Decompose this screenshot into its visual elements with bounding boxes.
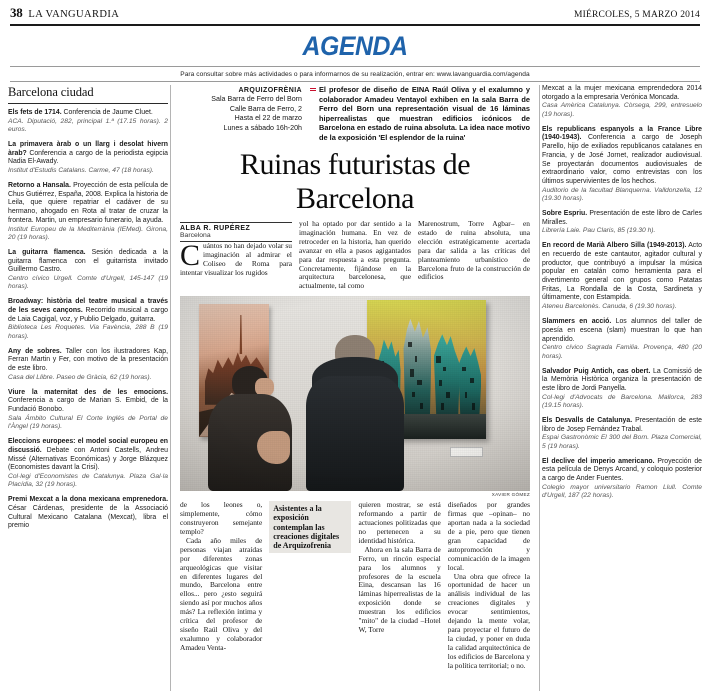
listings-heading-rule [8,103,168,104]
listing-title: La primavera àrab o un llarg i desolat hivern àrab? [8,141,168,157]
listing-text: Any de sobres. Taller con los ilustradores Kap, Ferran Martin y Fer, con motivo de la presentación de este libro. [8,347,169,373]
listing-text: Premi Mexcat a la dona mexicana emprenedora. César Cárdenas, presidente de la Associació Cultural Mexicano Catalana (Mexcat), libra el premio [8,496,168,530]
article-photo-block [180,296,530,497]
listing-entry [542,242,702,311]
article-column-1-lower [180,501,262,670]
listing-text: Viure la maternitat des de les emocions. Conferencia a cargo de Marian S. Embid, de la Fundació Bonobo. [8,388,168,414]
listing-text: Eleccions europees: el model social europeu en discussió. Debate con Antoni Castells, Andreu Missé (Alternativas Económicas) y Jorge Blázquez (Economistes davant la Crisi). [8,438,168,472]
section-subline: Para consultar sobre más actividades o para informarnos de su realización, entrar en: www.lavanguardia.com/agenda [180,71,530,78]
listing-entry [542,318,702,361]
listing-venue: Colegio mayor universitario Ramon Llull. Comte d'Urgell, 187 (22 horas). [542,483,702,500]
listing-text: Els Desvalls de Catalunya. Presentación de este libro de Josep Fernández Trabal. [542,416,702,433]
section-title: AGENDA [302,31,408,61]
article-col2-p2: quieren mostrar, se está reformando a partir de actuaciones politizadas que no pertenecen a su identidad histórica. [358,500,441,545]
article-column-1 [180,220,292,291]
article-body-col2-top [299,220,411,291]
exhibition-dates: Hasta el 22 de marzo [234,114,302,123]
listing-title: Els Desvalls de Catalunya. [542,416,633,424]
article-body-col3-top [418,220,530,282]
article-col3-p2: Una obra que ofrece la oportunidad de hacer un análisis individual de las creaciones digitales y evocar sentimientos, dejando la mente volar, para proyectar el futuro de la ciudad, y poner en duda la calidad arquitectónica de los edificios de Barcelona y la política territorial; o no. [447,571,530,670]
listings-left-entries [8,109,168,531]
listing-entry [542,458,702,501]
article-columns [180,220,530,291]
listing-text: Broadway: història del teatre musical a través de les seves cançons. Recorrido musical a cargo de Laia Cagigal, voz, y Publio Delgado, guitarra. [8,298,168,323]
article-column-4-lower [448,501,530,670]
article-col1-p2: Cada año miles de personas viajan atraídas por diferentes zonas arqueológicas que visitar en diferentes lugares del mundo, Barcelona entre ellos... pero ¿esto seguirá siendo así por muchos años más? La reflexión íntima y crítica del profesor de siseño Raúl Oliva y del exalumno y colaborador Amadeu Venta- [180,535,263,652]
listing-entry [8,141,168,176]
listing-title: Els republicans espanyols a la France Libre (1940-1943). [542,125,702,142]
page-folio-number: 38 [10,5,23,20]
listing-title: Slammers en acció. [542,318,612,326]
listing-venue: Ateneu Barcelonès. Canuda, 6 (19.30 horas). [542,303,677,311]
article-body-col2-bottom [359,501,441,635]
listing-text: La primavera àrab o un llarg i desolat hivern àrab? Conferencia a cargo de la periodista egipcia Nadia El-Awady. [8,141,168,166]
listing-text: Els republicans espanyols a la France Libre (1940-1943). Conferencia a cargo de Joseph Parello, hijo de exiliados republicanos catalanes en Francia, y de José Jornet, realizador audiovisual. Se proyectarán documentos audiovisuales de extraordinario valor, como entrevistas con los últimos supervivientes de los hechos. [542,125,702,185]
listing-text: El declive del imperio americano. Proyección de esta película de Denys Arcand, y coloquio posterior a cargo de Ander Fuentes. [542,457,702,483]
exhibition-title: ARQUIZOFRÈNIA [238,87,302,94]
listing-title: Any de sobres. [8,347,62,355]
listing-entry [8,438,168,490]
listing-venue: Biblioteca Les Roquetes. Via Favència, 288 B (19 horas). [8,324,168,340]
column-divider-1 [170,85,171,691]
listing-text: Mexcat a la mujer mexicana emprendedora 2014 otorgado a la empresaria Verónica Moncada. [542,85,702,101]
listing-entry [542,85,702,119]
listing-title: En record de Marià Albero Silla (1949-2013). [542,242,687,250]
photo-caption: Asistentes a la exposición contemplan las creaciones digitales de Arquizofrenia [269,501,351,553]
listing-text: Els fets de 1714. Conferencia de Jaume Cluet. [8,109,153,116]
article [173,85,537,691]
article-column-3-lower [359,501,441,670]
article-column-3 [418,220,530,291]
byline-city: Barcelona [180,232,211,239]
listing-entry [542,210,702,236]
listing-title: El declive del imperio americano. [542,457,655,465]
exhibition-venue: Sala Barra de Ferro del Born [211,95,302,104]
drop-cap: C [180,239,201,272]
byline-author: ALBA R. RUPÉREZ [180,225,251,232]
article-col3-p1: Marenostrum, Torre Agbar– en estado de ruina absoluta, una elección estratégicamente acertada para dar salida a las críticas del planteamiento urbanístico de Barcelona fruto de la construcción de edificios [418,219,530,282]
listing-venue: Librería Laie. Pau Claris, 85 (19.30 h). [542,227,656,235]
listing-entry [8,389,168,432]
photo-vignette [180,296,530,491]
article-body-col1-top [180,239,292,278]
listing-venue: Espai Gastronòmic El 300 del Born. Plaza Comercial, 5 (19 horas). [542,434,702,450]
article-lead-text: El profesor de diseño de EINA Raúl Oliva y el exalumno y colaborador Amadeu Ventayol exhiben en la sala Barra de Ferro del Born una representación visual de 16 láminas hiperrealistas que muestran edificios icónicos de Barcelona en estado de ruina absoluta. La idea nace motivo de la exposición 'El esplendor de la ruina' [319,85,530,142]
listings-heading: Barcelona ciudad [8,85,94,99]
listing-venue: Institut Europeu de la Mediterrània (IEMed). Girona, 20 (19 horas). [8,225,168,241]
listing-title: Els fets de 1714. [8,109,62,116]
listing-entry [542,417,702,451]
article-col1-p1-cont: de los leones o, simplemente, cómo construyeron semejante templo? [180,500,263,536]
listings-right-entries [542,85,702,501]
listing-entry [8,496,168,531]
lead-marker-icon [310,88,316,93]
listing-venue: Centro cívico Urgell. Comte d'Urgell, 145-147 (19 horas). [8,274,168,291]
paper-name: LA VANGUARDIA [28,9,120,20]
section-rule-bottom [10,81,700,82]
exhibition-info [180,85,302,133]
listing-entry [8,298,168,341]
article-col1-p1: uántos no han dejado volar su imaginación al admirar el Coliseo de Roma para intentar visualizar los rugidos [180,241,292,277]
listing-entry [542,368,702,411]
listings-column-left [8,85,168,691]
listing-venue: Casa del Llibre. Paseo de Gràcia, 62 (19 horas). [8,373,152,381]
listing-entry [8,182,168,242]
listing-text: Retorno a Hansala. Proyección de esta película de Chus Gutiérrez, España, 2008. Explica la historia de Leila, que quiere repatriar el cadáver de su hermano, ahogado en Rota al tratar de cruzar la frontera. Martin, un empresario funerario, la ayuda. [8,182,168,224]
listing-entry [8,109,168,135]
photo-credit: XAVIER GÓMEZ [491,492,530,498]
listing-venue: Casa Amèrica Catalunya. Còrsega, 299, entresuelo (19 horas). [542,102,702,118]
article-col3-p1-cont: diseñados por grandes firmas que –opinan– no aportan nada a la sociedad de a pie, pero que tienen gran capacidad de autopromoción y comunicación de la imagen local. [447,500,530,572]
article-columns-lower [180,501,530,670]
listing-venue: Centro cívico Sagrada Familia. Provença, 480 (20 horas). [542,344,702,360]
listing-text: La guitarra flamenca. Sesión dedicada a la guitarra flamenca con el guitarrista invitado Guillermo Castro. [8,248,168,274]
section-band [8,26,702,66]
exhibition-photo [180,296,530,491]
listing-title: Viure la maternitat des de les emocions. [8,388,168,396]
listing-venue: Col·legi d'Economistes de Catalunya. Plaza Gal·la Placídia, 32 (19 horas). [8,472,168,489]
exhibition-address: Calle Barra de Ferro, 2 [229,104,302,113]
listing-title: Sobre Espriu. [542,209,588,217]
article-col2-p3: Ahora en la sala Barra de Ferro, un rincón especial para los alumnos y profesores de la escuela Eina, descansan las 16 láminas hiperrealistas de la exposición donde se muestran los edificios "mito" de la ciudad –Hotel W, Torre [358,544,441,634]
listing-entry [542,126,702,204]
listing-venue: ACA. Diputació, 282, principal 1.ª (17.15 horas). 2 euros. [8,117,168,134]
listing-title: Eleccions europees: el model social europeu en discussió. [8,438,168,454]
listing-venue: Col·legi d'Advocats de Barcelona. Mallorca, 283 (19.15 horas). [542,393,702,410]
listing-venue: Sala Ámbito Cultural El Corte Inglés de Portal de l'Àngel (19 horas). [8,414,168,431]
article-header [180,85,530,142]
article-column-2-lower [269,501,351,670]
listings-column-right [542,85,702,691]
listing-entry [8,249,168,292]
column-divider-2 [539,85,540,691]
article-body-col1-bottom [180,501,262,652]
listing-title: La guitarra flamenca. [8,248,86,256]
listing-text: Sobre Espriu. Presentación de este libro de Carles Miralles. [542,209,702,226]
listing-text: Slammers en acció. Los alumnos del taller de poesía en escena (slam) muestran lo que han aprendido. [542,318,702,343]
masthead-left [10,5,119,21]
listing-title: Salvador Puig Antich, cas obert. [542,367,651,375]
listing-text: En record de Marià Albero Silla (1949-2013). Acto en recuerdo de este cantautor, agitador cultural y productor, que contribuyó a impulsar la música popular en catalán como herramienta para el divertimento general con grupos como Patatas Fritas, La Rondalla de la Costa, Sardineta y últimamente, con Estampida. [542,242,702,302]
listing-title: Retorno a Hansala. [8,182,71,190]
article-lead [310,85,530,142]
issue-date: MIÉRCOLES, 5 MARZO 2014 [574,10,700,20]
article-col2-p1: yol ha optado por dar sentido a la imaginación humana. En vez de retroceder en la historia, han querido avanzar en ella a pasos agigantados para dar respuesta a esta pregunta. Concretamente, fijándose en la arquitectura barcelonesa, que actualmente, tal como [299,219,411,291]
listing-title: Broadway: història del teatre musical a través de les seves cançons. [8,298,168,314]
article-headline: Ruinas futuristas de Barcelona [239,148,471,215]
article-column-2 [299,220,411,291]
article-body-col3-bottom [448,501,530,670]
listing-venue: Auditorio de la facultad Blanquerna. Valldonzella, 12 (19.30 horas). [542,186,702,203]
listing-entry [8,348,168,383]
page-grid [8,85,702,691]
listing-text: Salvador Puig Antich, cas obert. La Comissió de la Memòria Històrica organiza la presentación de este libro de Jordi Panyella. [542,367,702,392]
listing-venue: Institut d'Estudis Catalans. Carme, 47 (18 horas). [8,167,154,175]
exhibition-hours: Lunes a sábado 16h-20h [223,123,302,132]
listing-title: Premi Mexcat a la dona mexicana emprenedora. [8,496,168,504]
masthead [8,0,702,24]
